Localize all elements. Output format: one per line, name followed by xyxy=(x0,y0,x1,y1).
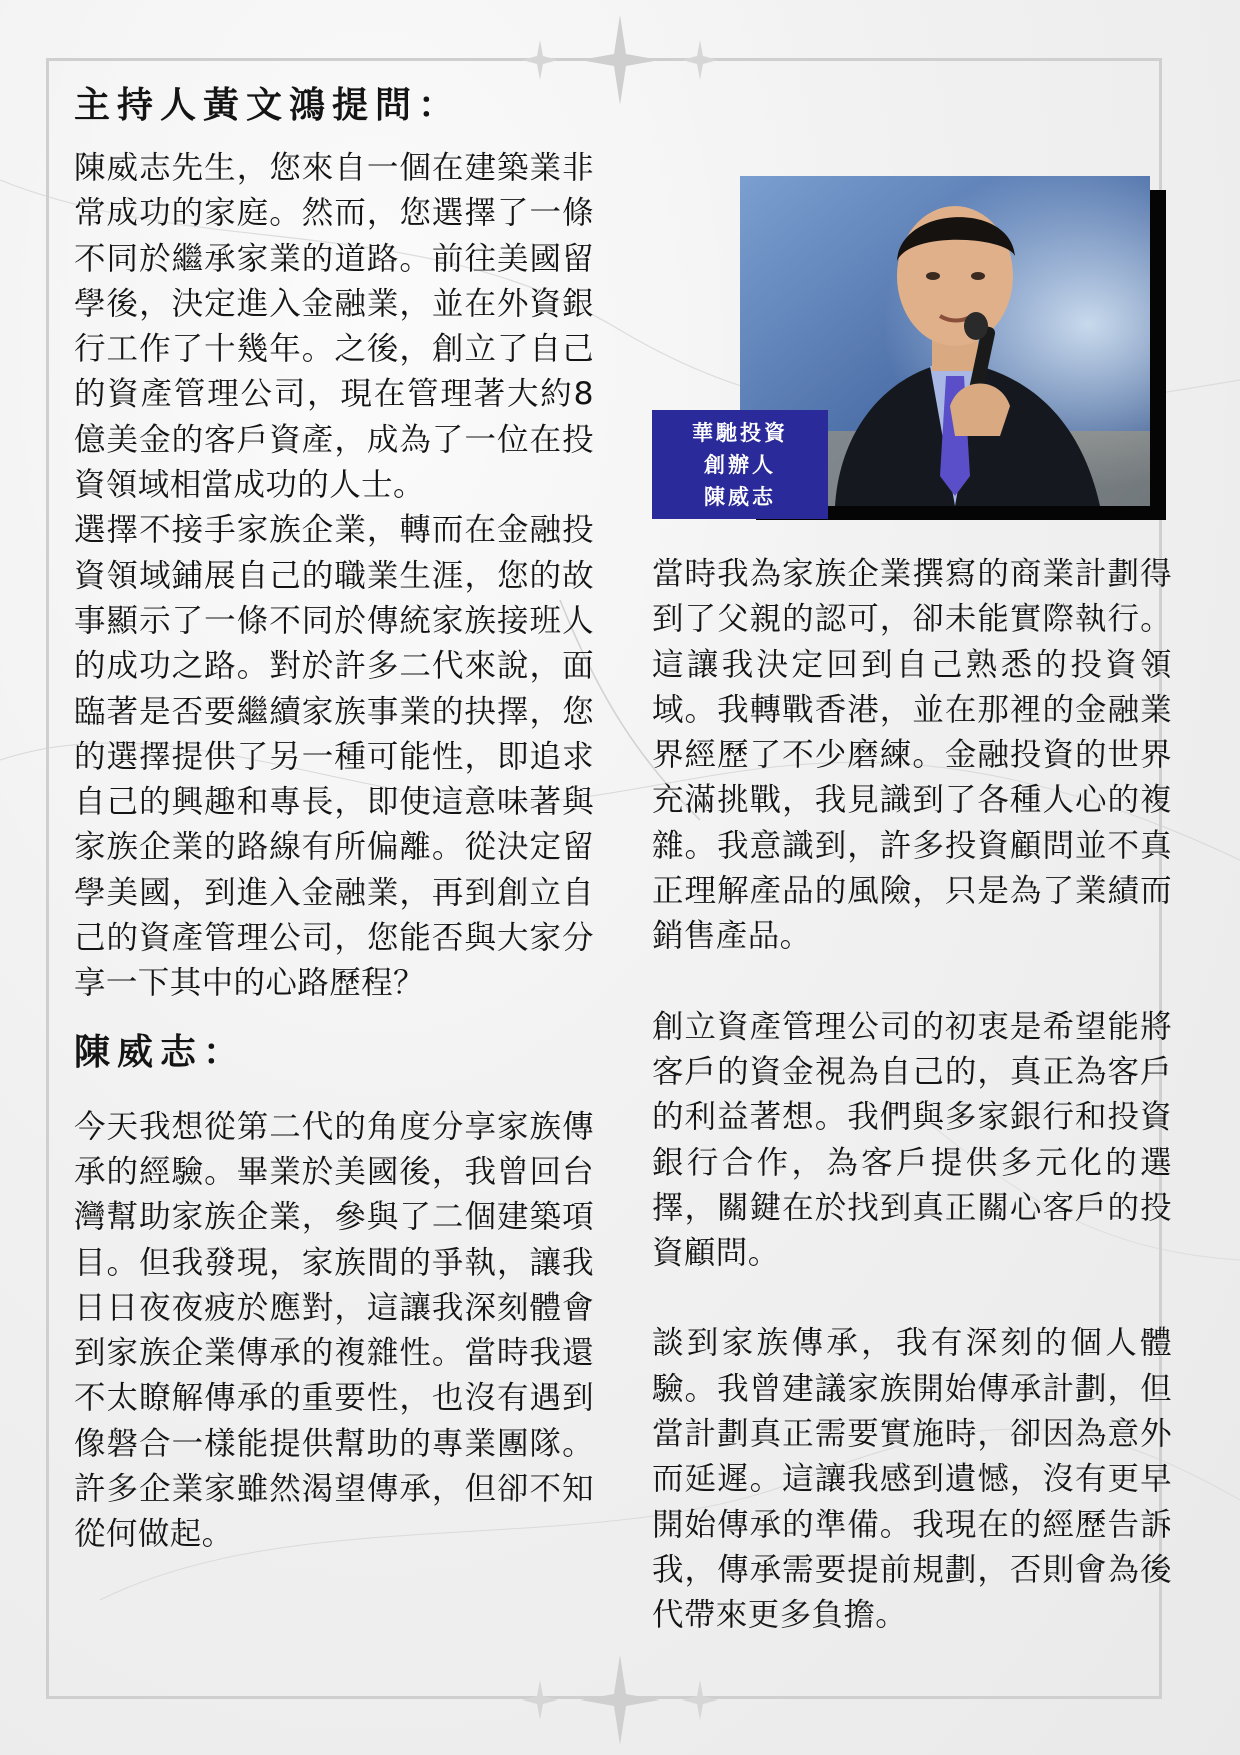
right-column xyxy=(652,552,1172,1639)
paragraph-gap xyxy=(652,960,1172,1005)
host-question-paragraph: 陳威志先生，您來自一個在建築業非常成功的家庭。然而，您選擇了一條不同於繼承家業的道路。前往美國留學後，決定進入金融業，並在外資銀行工作了十幾年。之後，創立了自己的資產管理公司，現在管理著大約8億美金的客戶資產，成為了一位在投資領域相當成功的人士。 xyxy=(74,150,594,504)
guest-answer-paragraph-1: 今天我想從第二代的角度分享家族傳承的經驗。畢業於美國後，我曾回台灣幫助家族企業，參與了二個建築項目。但我發現，家族間的爭執，讓我日日夜夜疲於應對，這讓我深刻體會到家族企業傳承的複雜性。當時我還不太瞭解傳承的重要性，也沒有遇到像磐合一樣能提供幫助的專業團隊。許多企業家雖然渴望傳承，但卻不知從何做起。 xyxy=(74,1108,594,1553)
caption-company: 華馳投資 xyxy=(692,420,788,445)
caption-title: 創辦人 xyxy=(704,452,776,477)
paragraph-gap xyxy=(652,1276,1172,1321)
host-heading: 主持人黃文鴻提問： xyxy=(74,84,462,126)
host-question-paragraph-2: 選擇不接手家族企業，轉而在金融投資領域鋪展自己的職業生涯，您的故事顯示了一條不同於傳統家族接班人的成功之路。對於許多二代來說，面臨著是否要繼續家族事業的抉擇，您的選擇提供了另一種可能性，即追求自己的興趣和專長，即使這意味著與家族企業的路線有所偏離。從決定留學美國，到進入金融業，再到創立自己的資產管理公司，您能否與大家分享一下其中的心路歷程？ xyxy=(74,512,594,1002)
guest-heading: 陳威志： xyxy=(74,1030,247,1073)
guest-answer-paragraph-3: 創立資產管理公司的初衷是希望能將客戶的資金視為自己的，真正為客戶的利益著想。我們與多家銀行和投資銀行合作，為客戶提供多元化的選擇，關鍵在於找到真正關心客戶的投資顧問。 xyxy=(652,1008,1172,1272)
guest-answer-paragraph-4: 談到家族傳承，我有深刻的個人體驗。我曾建議家族開始傳承計劃，但當計劃真正需要實施時，卻因為意外而延遲。這讓我感到遺憾，沒有更早開始傳承的準備。我現在的經歷告訴我，傳承需要提前規劃，否則會為後代帶來更多負擔。 xyxy=(652,1325,1172,1634)
guest-answer-paragraph-2: 當時我為家族企業撰寫的商業計劃得到了父親的認可，卻未能實際執行。這讓我決定回到自己熟悉的投資領域。我轉戰香港，並在那裡的金融業界經歷了不少磨練。金融投資的世界充滿挑戰，我見識到了各種人心的複雜。我意識到，許多投資顧問並不真正理解產品的風險，只是為了業績而銷售產品。 xyxy=(652,556,1172,955)
photo-caption xyxy=(652,410,828,519)
caption-name: 陳威志 xyxy=(704,484,776,509)
left-column xyxy=(74,80,594,1558)
